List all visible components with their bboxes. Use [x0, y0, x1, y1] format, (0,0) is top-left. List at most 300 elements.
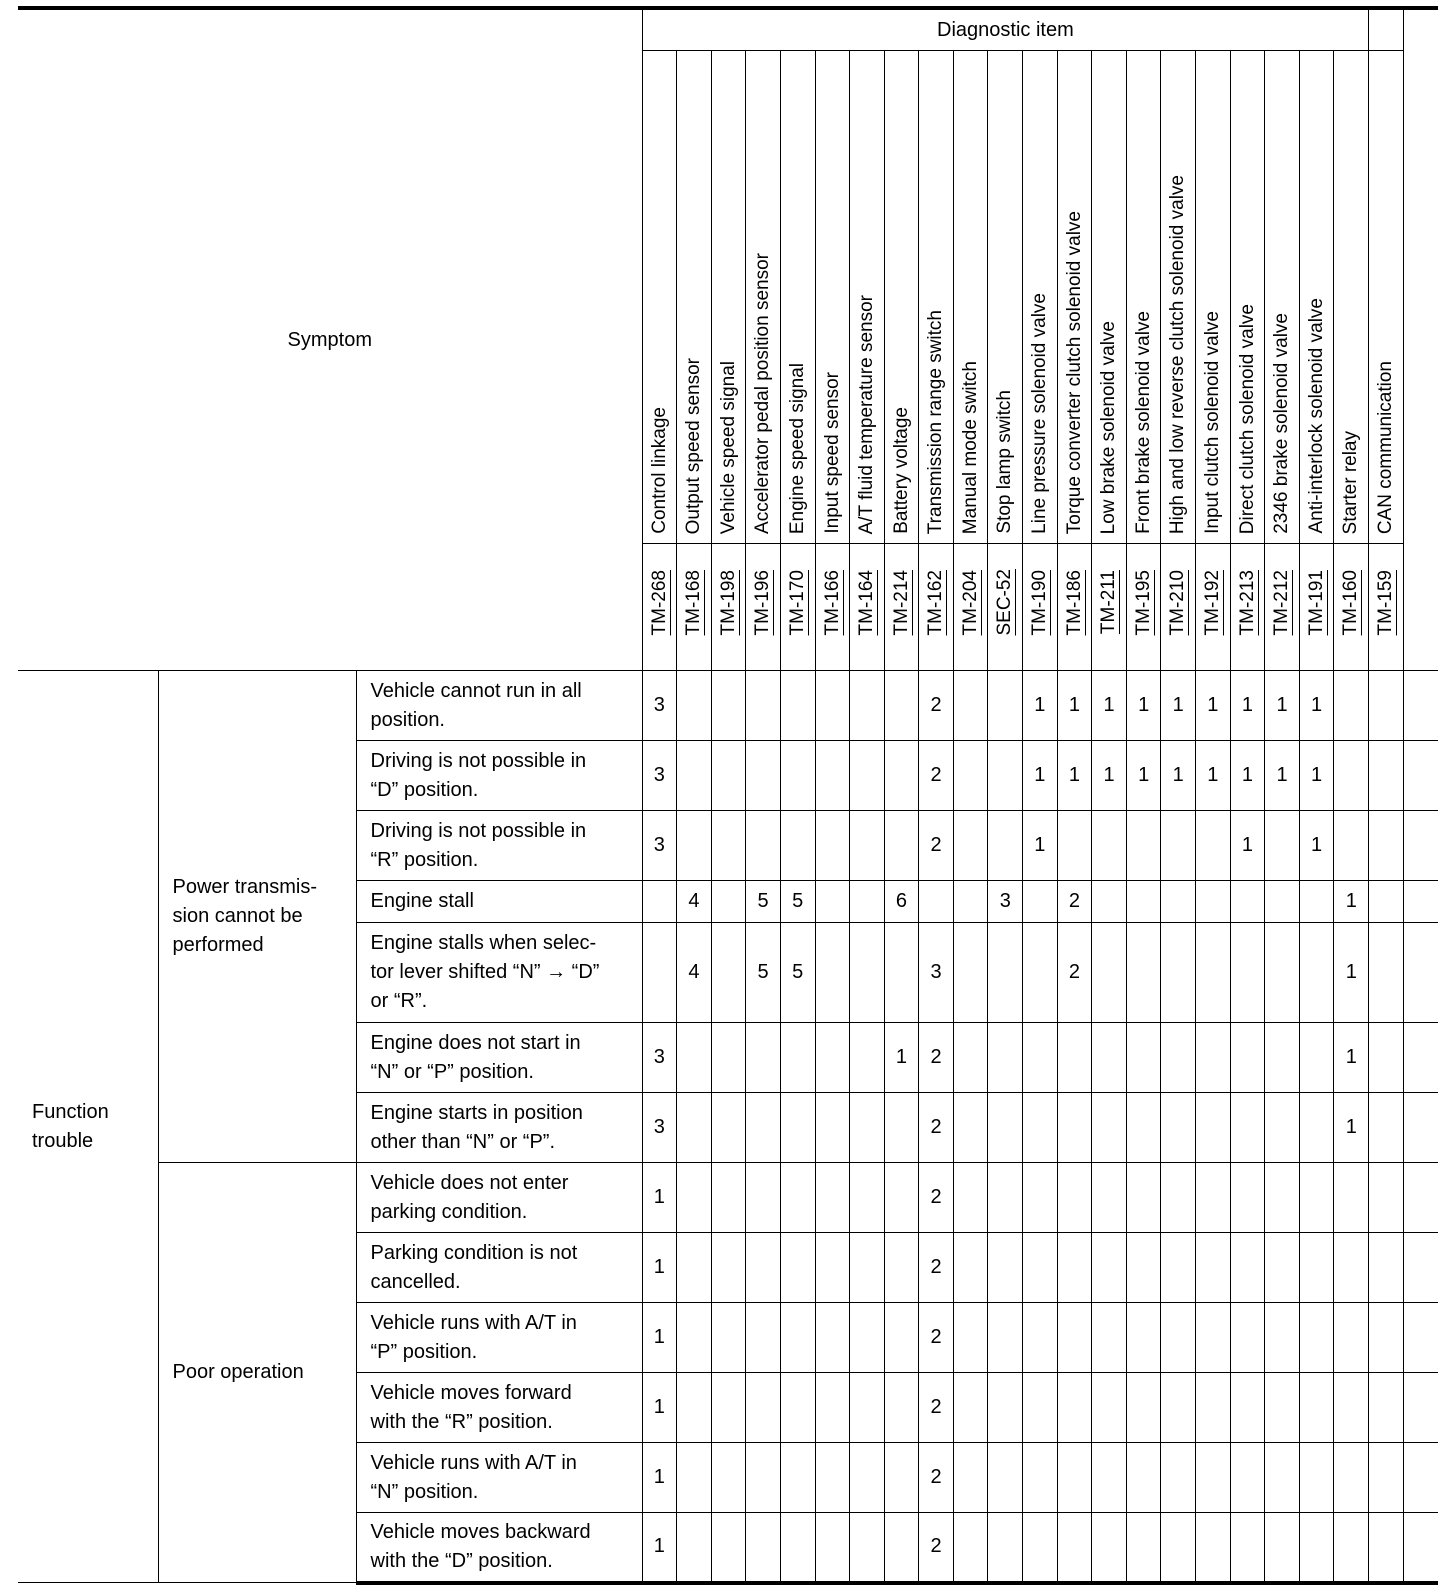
- item-label: Line pressure solenoid valve: [1029, 293, 1051, 534]
- priority-cell: 1: [642, 1303, 677, 1373]
- priority-cell: [1023, 1233, 1058, 1303]
- priority-cell: [953, 1443, 988, 1513]
- priority-cell: [677, 1023, 712, 1093]
- priority-cell: [815, 1163, 850, 1233]
- item-code-cell: [988, 544, 1023, 671]
- diagnostic-table: [18, 6, 1438, 1585]
- symptom-cell: Driving is not possible in “D” position.: [356, 741, 642, 811]
- priority-cell: 5: [746, 881, 781, 923]
- priority-cell: [1265, 1163, 1300, 1233]
- item-code-cell: [1023, 544, 1058, 671]
- priority-cell: [1369, 811, 1404, 881]
- priority-cell: [1299, 923, 1334, 1023]
- item-label: Torque converter clutch solenoid valve: [1063, 210, 1085, 534]
- priority-cell: [1299, 1303, 1334, 1373]
- priority-cell: [1092, 923, 1127, 1023]
- item-code-link[interactable]: TM-212: [1271, 569, 1293, 636]
- priority-cell: [850, 923, 885, 1023]
- item-code-cell: [884, 544, 919, 671]
- priority-cell: [746, 1023, 781, 1093]
- item-code-link[interactable]: SEC-52: [994, 569, 1016, 636]
- priority-cell: [884, 1093, 919, 1163]
- priority-cell: [1196, 811, 1231, 881]
- priority-cell: 1: [642, 1233, 677, 1303]
- priority-cell: [1265, 1093, 1300, 1163]
- priority-cell: [1369, 1373, 1404, 1443]
- priority-cell: [746, 671, 781, 741]
- item-label-cell: [1196, 51, 1231, 544]
- priority-cell: [884, 1163, 919, 1233]
- item-code-link[interactable]: TM-191: [1305, 569, 1327, 636]
- priority-cell: 2: [919, 1233, 954, 1303]
- priority-cell: [1092, 1443, 1127, 1513]
- priority-cell: 1: [1299, 741, 1334, 811]
- priority-cell: 1: [642, 1163, 677, 1233]
- priority-cell: [1369, 1093, 1404, 1163]
- priority-cell: [1334, 1373, 1369, 1443]
- priority-cell: [953, 1163, 988, 1233]
- priority-cell: [711, 1373, 746, 1443]
- priority-cell: [850, 741, 885, 811]
- priority-cell: [746, 1443, 781, 1513]
- tail-cell: [1403, 1163, 1438, 1233]
- priority-cell: [815, 811, 850, 881]
- item-label-cell: [780, 51, 815, 544]
- priority-cell: 2: [919, 671, 954, 741]
- priority-cell: [746, 1373, 781, 1443]
- priority-cell: [677, 811, 712, 881]
- priority-cell: [850, 1303, 885, 1373]
- priority-cell: [1334, 671, 1369, 741]
- priority-cell: 1: [1126, 671, 1161, 741]
- priority-cell: [1126, 811, 1161, 881]
- priority-cell: [711, 1093, 746, 1163]
- item-label-cell: [953, 51, 988, 544]
- priority-cell: [1023, 1023, 1058, 1093]
- item-label-cell: [850, 51, 885, 544]
- priority-cell: [1092, 1163, 1127, 1233]
- priority-cell: [1299, 1023, 1334, 1093]
- priority-cell: [1161, 1093, 1196, 1163]
- priority-cell: [746, 1093, 781, 1163]
- priority-cell: 1: [1057, 741, 1092, 811]
- priority-cell: 3: [988, 881, 1023, 923]
- priority-cell: [1057, 811, 1092, 881]
- priority-cell: [1299, 1513, 1334, 1583]
- priority-cell: [1126, 1303, 1161, 1373]
- priority-cell: [1092, 1093, 1127, 1163]
- priority-cell: [780, 1163, 815, 1233]
- priority-cell: [1299, 1233, 1334, 1303]
- symptom-cell: Vehicle runs with A/T in “P” position.: [356, 1303, 642, 1373]
- priority-cell: [1334, 741, 1369, 811]
- priority-cell: 2: [919, 811, 954, 881]
- priority-cell: [1126, 923, 1161, 1023]
- symptom-group-cell: Power transmis- sion cannot be performed: [158, 671, 356, 1163]
- item-label: High and low reverse clutch solenoid valve: [1167, 174, 1189, 534]
- item-label-cell: [1092, 51, 1127, 544]
- priority-cell: [884, 1373, 919, 1443]
- item-code-link[interactable]: TM-196: [752, 569, 774, 636]
- priority-cell: [884, 923, 919, 1023]
- priority-cell: [1196, 1233, 1231, 1303]
- priority-cell: [1057, 1303, 1092, 1373]
- symptom-cell: Driving is not possible in “R” position.: [356, 811, 642, 881]
- priority-cell: 1: [1334, 1093, 1369, 1163]
- priority-cell: [1161, 1023, 1196, 1093]
- priority-cell: [1369, 1163, 1404, 1233]
- priority-cell: 1: [1126, 741, 1161, 811]
- item-label-cell: [677, 51, 712, 544]
- symptom-cell: Engine does not start in “N” or “P” position.: [356, 1023, 642, 1093]
- item-label: Transmission range switch: [925, 309, 947, 534]
- priority-cell: [1334, 1163, 1369, 1233]
- priority-cell: [1230, 1023, 1265, 1093]
- priority-cell: 1: [1023, 741, 1058, 811]
- priority-cell: 1: [1161, 671, 1196, 741]
- priority-cell: [677, 1443, 712, 1513]
- priority-cell: [1230, 1303, 1265, 1373]
- priority-cell: 3: [642, 1023, 677, 1093]
- priority-cell: [1161, 1443, 1196, 1513]
- priority-cell: 3: [919, 923, 954, 1023]
- tail-cell: [1403, 1513, 1438, 1583]
- item-code-cell: [1230, 544, 1265, 671]
- item-label: Accelerator pedal position sensor: [752, 253, 774, 534]
- priority-cell: [1230, 881, 1265, 923]
- priority-cell: 3: [642, 1093, 677, 1163]
- priority-cell: [677, 671, 712, 741]
- priority-cell: [1230, 1373, 1265, 1443]
- item-label: Engine speed signal: [786, 362, 808, 534]
- priority-cell: [1265, 881, 1300, 923]
- priority-cell: [677, 741, 712, 811]
- priority-cell: [988, 811, 1023, 881]
- item-code-link[interactable]: TM-214: [890, 569, 912, 636]
- priority-cell: [677, 1513, 712, 1583]
- priority-cell: [850, 811, 885, 881]
- priority-cell: [1334, 1443, 1369, 1513]
- priority-cell: [1196, 1373, 1231, 1443]
- priority-cell: 3: [642, 741, 677, 811]
- priority-cell: [1161, 1303, 1196, 1373]
- priority-cell: [988, 1303, 1023, 1373]
- priority-cell: [1230, 1513, 1265, 1583]
- priority-cell: [677, 1093, 712, 1163]
- item-label-cell: [884, 51, 919, 544]
- priority-cell: [1161, 811, 1196, 881]
- item-code-link[interactable]: TM-268: [648, 569, 670, 636]
- priority-cell: [1092, 811, 1127, 881]
- priority-cell: 1: [1196, 741, 1231, 811]
- priority-cell: [884, 1303, 919, 1373]
- item-code-cell: [850, 544, 885, 671]
- priority-cell: [1161, 923, 1196, 1023]
- priority-cell: 5: [780, 923, 815, 1023]
- priority-cell: [1023, 1163, 1058, 1233]
- priority-cell: [711, 1233, 746, 1303]
- priority-cell: [953, 881, 988, 923]
- tail-cell: [1403, 1373, 1438, 1443]
- item-label: Input clutch solenoid valve: [1202, 311, 1224, 534]
- priority-cell: [1196, 1443, 1231, 1513]
- priority-cell: [746, 1513, 781, 1583]
- priority-cell: [1265, 1373, 1300, 1443]
- priority-cell: [1057, 1513, 1092, 1583]
- priority-cell: 1: [1265, 741, 1300, 811]
- priority-cell: [1161, 881, 1196, 923]
- item-code-link[interactable]: TM-160: [1340, 569, 1362, 636]
- item-code-cell: [1161, 544, 1196, 671]
- symptom-group-cell: Poor operation: [158, 1163, 356, 1583]
- item-code-link[interactable]: TM-164: [856, 569, 878, 636]
- priority-cell: [746, 1303, 781, 1373]
- priority-cell: [884, 1233, 919, 1303]
- item-code-cell: [711, 544, 746, 671]
- item-code-link[interactable]: TM-159: [1375, 569, 1397, 636]
- item-label-cell: [1265, 51, 1300, 544]
- item-label-cell: [1057, 51, 1092, 544]
- tail-cell: [1403, 1443, 1438, 1513]
- item-code-cell: [677, 544, 712, 671]
- priority-cell: [953, 1513, 988, 1583]
- priority-cell: [1196, 1093, 1231, 1163]
- priority-cell: 1: [1230, 671, 1265, 741]
- priority-cell: [1299, 881, 1334, 923]
- priority-cell: [953, 1023, 988, 1093]
- item-label: Starter relay: [1340, 430, 1362, 534]
- priority-cell: 1: [1057, 671, 1092, 741]
- priority-cell: [1092, 881, 1127, 923]
- item-label-cell: [711, 51, 746, 544]
- item-code-cell: [1265, 544, 1300, 671]
- category-cell: Function trouble: [18, 671, 158, 1583]
- item-code-cell: [1334, 544, 1369, 671]
- priority-cell: 2: [919, 1443, 954, 1513]
- priority-cell: [919, 881, 954, 923]
- item-code-link[interactable]: TM-211: [1098, 570, 1120, 635]
- priority-cell: [815, 881, 850, 923]
- item-code-link[interactable]: TM-195: [1132, 569, 1154, 636]
- priority-cell: [988, 1373, 1023, 1443]
- priority-cell: [677, 1373, 712, 1443]
- item-code-link[interactable]: TM-162: [925, 569, 947, 636]
- priority-cell: [1265, 923, 1300, 1023]
- priority-cell: [1092, 1513, 1127, 1583]
- priority-cell: [815, 1373, 850, 1443]
- priority-cell: [1265, 811, 1300, 881]
- priority-cell: [1369, 741, 1404, 811]
- item-label-cell: [815, 51, 850, 544]
- item-code-link[interactable]: TM-190: [1029, 569, 1051, 636]
- tail-cell: [1403, 923, 1438, 1023]
- item-label: Direct clutch solenoid valve: [1236, 303, 1258, 534]
- priority-cell: 2: [919, 741, 954, 811]
- priority-cell: 1: [642, 1373, 677, 1443]
- item-code-link[interactable]: TM-192: [1202, 569, 1224, 636]
- priority-cell: 3: [642, 671, 677, 741]
- priority-cell: [1023, 1303, 1058, 1373]
- priority-cell: 1: [1196, 671, 1231, 741]
- item-label-cell: [1230, 51, 1265, 544]
- item-code-link[interactable]: TM-204: [959, 569, 981, 636]
- priority-cell: [815, 741, 850, 811]
- priority-cell: [815, 1513, 850, 1583]
- priority-cell: [746, 1163, 781, 1233]
- item-label: Low brake solenoid valve: [1098, 320, 1120, 534]
- item-label-cell: [1126, 51, 1161, 544]
- tail-cell: [1403, 881, 1438, 923]
- priority-cell: [1299, 1443, 1334, 1513]
- item-code-link[interactable]: TM-166: [821, 569, 843, 636]
- priority-cell: [1092, 1373, 1127, 1443]
- item-label-cell: [642, 51, 677, 544]
- item-label: CAN communication: [1375, 360, 1397, 534]
- priority-cell: 2: [919, 1163, 954, 1233]
- priority-cell: [711, 1443, 746, 1513]
- item-code-link[interactable]: TM-170: [786, 569, 808, 636]
- priority-cell: [780, 1093, 815, 1163]
- priority-cell: [1299, 1093, 1334, 1163]
- priority-cell: 3: [642, 811, 677, 881]
- priority-cell: 1: [1023, 671, 1058, 741]
- priority-cell: [988, 1443, 1023, 1513]
- item-label: Vehicle speed signal: [717, 360, 739, 534]
- item-label: Anti-interlock solenoid valve: [1305, 298, 1327, 534]
- item-code-link[interactable]: TM-186: [1063, 569, 1085, 636]
- priority-cell: [677, 1233, 712, 1303]
- priority-cell: [1369, 881, 1404, 923]
- item-code-link[interactable]: TM-213: [1236, 569, 1258, 636]
- priority-cell: 2: [1057, 923, 1092, 1023]
- priority-cell: [815, 1093, 850, 1163]
- priority-cell: 2: [919, 1093, 954, 1163]
- symptom-cell: Vehicle runs with A/T in “N” position.: [356, 1443, 642, 1513]
- priority-cell: [1126, 1093, 1161, 1163]
- priority-cell: [1334, 1233, 1369, 1303]
- priority-cell: [884, 1513, 919, 1583]
- priority-cell: [1023, 1373, 1058, 1443]
- priority-cell: 1: [1299, 811, 1334, 881]
- priority-cell: [815, 923, 850, 1023]
- priority-cell: [1230, 1093, 1265, 1163]
- item-code-link[interactable]: TM-210: [1167, 569, 1189, 636]
- priority-cell: [815, 1233, 850, 1303]
- priority-cell: [1299, 1163, 1334, 1233]
- priority-cell: [1196, 881, 1231, 923]
- priority-cell: [988, 1163, 1023, 1233]
- priority-cell: 2: [1057, 881, 1092, 923]
- header-corner-cell: [1369, 8, 1404, 51]
- item-code-cell: [1299, 544, 1334, 671]
- item-code-link[interactable]: TM-198: [717, 569, 739, 636]
- tail-cell: [1403, 1023, 1438, 1093]
- priority-cell: 1: [642, 1513, 677, 1583]
- tail-cell: [1403, 1233, 1438, 1303]
- priority-cell: [711, 923, 746, 1023]
- item-code-cell: [1057, 544, 1092, 671]
- item-label-cell: [919, 51, 954, 544]
- table-row: [18, 1163, 1438, 1233]
- priority-cell: 1: [1092, 741, 1127, 811]
- item-code-cell: [1369, 544, 1404, 671]
- priority-cell: [1369, 1443, 1404, 1513]
- symptom-cell: Parking condition is not cancelled.: [356, 1233, 642, 1303]
- priority-cell: [1057, 1373, 1092, 1443]
- item-label: Battery voltage: [890, 407, 912, 534]
- priority-cell: [780, 1513, 815, 1583]
- priority-cell: [711, 811, 746, 881]
- symptom-cell: Vehicle moves forward with the “R” position.: [356, 1373, 642, 1443]
- priority-cell: [850, 1233, 885, 1303]
- priority-cell: [1057, 1443, 1092, 1513]
- priority-cell: [953, 741, 988, 811]
- priority-cell: [1057, 1163, 1092, 1233]
- priority-cell: [1230, 1443, 1265, 1513]
- priority-cell: [1265, 1233, 1300, 1303]
- priority-cell: [1161, 1513, 1196, 1583]
- priority-cell: 1: [884, 1023, 919, 1093]
- priority-cell: [1057, 1023, 1092, 1093]
- priority-cell: [1369, 1513, 1404, 1583]
- item-label: Output speed sensor: [683, 357, 705, 534]
- priority-cell: 5: [780, 881, 815, 923]
- priority-cell: 1: [1023, 811, 1058, 881]
- item-label-cell: [1369, 51, 1404, 544]
- priority-cell: [1196, 1513, 1231, 1583]
- item-code-link[interactable]: TM-168: [683, 569, 705, 636]
- priority-cell: [1265, 1513, 1300, 1583]
- priority-cell: 1: [1334, 1023, 1369, 1093]
- priority-cell: [677, 1163, 712, 1233]
- priority-cell: [988, 1023, 1023, 1093]
- item-code-cell: [746, 544, 781, 671]
- priority-cell: [953, 671, 988, 741]
- priority-cell: [1023, 1093, 1058, 1163]
- priority-cell: [953, 1373, 988, 1443]
- priority-cell: 4: [677, 881, 712, 923]
- table-row: [18, 671, 1438, 741]
- priority-cell: 4: [677, 923, 712, 1023]
- priority-cell: [1299, 1373, 1334, 1443]
- priority-cell: [1092, 1303, 1127, 1373]
- tail-cell: [1403, 1303, 1438, 1373]
- priority-cell: [1196, 1303, 1231, 1373]
- symptom-cell: Vehicle does not enter parking condition.: [356, 1163, 642, 1233]
- tail-cell: [1403, 671, 1438, 741]
- priority-cell: [780, 811, 815, 881]
- priority-cell: [988, 671, 1023, 741]
- priority-cell: [850, 1373, 885, 1443]
- priority-cell: [1369, 1303, 1404, 1373]
- priority-cell: [780, 1233, 815, 1303]
- priority-cell: [815, 1303, 850, 1373]
- priority-cell: [850, 881, 885, 923]
- priority-cell: [1161, 1233, 1196, 1303]
- item-code-cell: [780, 544, 815, 671]
- item-label: Input speed sensor: [821, 372, 843, 534]
- priority-cell: [1230, 1233, 1265, 1303]
- item-label-cell: [988, 51, 1023, 544]
- priority-cell: [1161, 1373, 1196, 1443]
- priority-cell: 1: [1265, 671, 1300, 741]
- priority-cell: [642, 881, 677, 923]
- priority-cell: [850, 1443, 885, 1513]
- priority-cell: [746, 811, 781, 881]
- priority-cell: [780, 1443, 815, 1513]
- priority-cell: [1369, 1233, 1404, 1303]
- priority-cell: [1196, 923, 1231, 1023]
